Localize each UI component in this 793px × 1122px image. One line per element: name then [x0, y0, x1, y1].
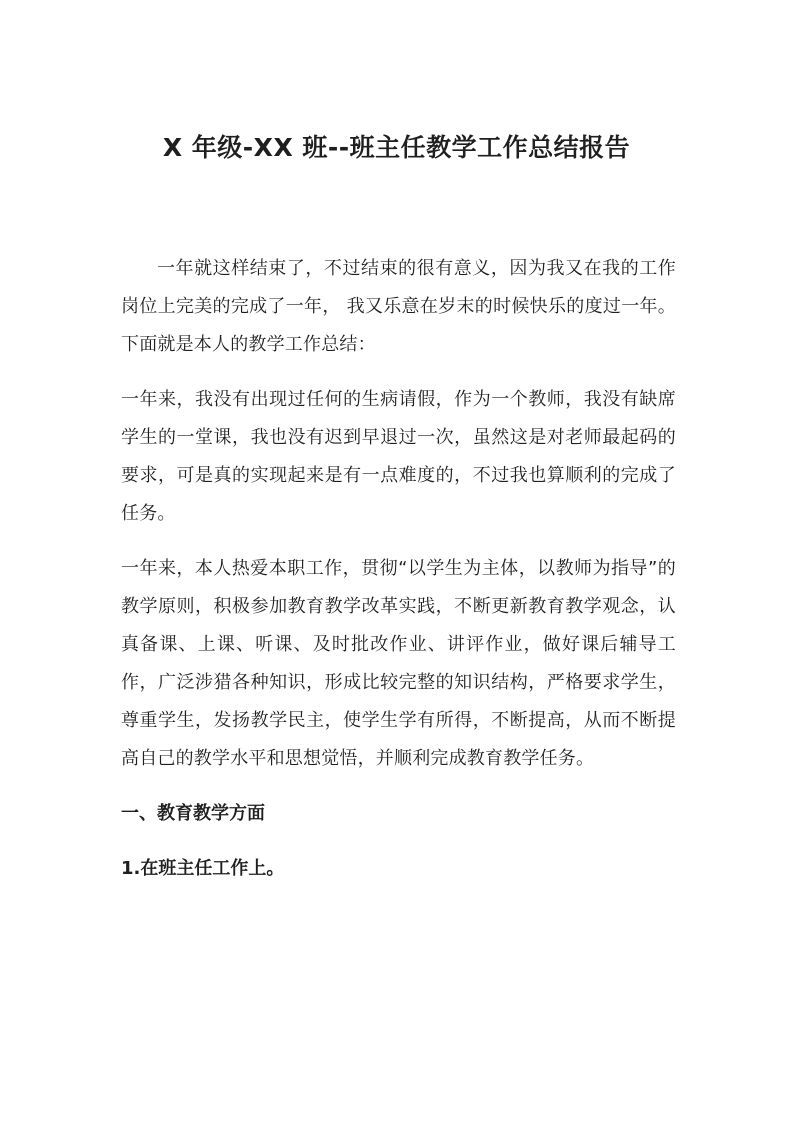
- teaching-principles-paragraph: 一年来，本人热爱本职工作，贯彻“以学生为主体，以教师为指导”的教学原则，积极参加教育教学改革实践，不断更新教育教学观念，认真备课、上课、听课、及时批改作业、讲评作业，做好课后辅导工作，广泛涉猎各种知识，形成比较完整的知识结构，严格要求学生，尊重学生，发扬教学民主，使学生学有所得，不断提高，从而不断提高自己的教学水平和思想觉悟，并顺利完成教育教学任务。: [121, 558, 676, 769]
- subsection-heading: 1.在班主任工作上。: [121, 858, 285, 879]
- attendance-paragraph: 一年来，我没有出现过任何的生病请假，作为一个教师，我没有缺席学生的一堂课，我也没有迟到早退过一次，虽然这是对老师最起码的要求，可是真的实现起来是有一点难度的，不过我也算顺利的完成了任务。: [121, 389, 676, 524]
- intro-paragraph: 一年就这样结束了，不过结束的很有意义，因为我又在我的工作岗位上完美的完成了一年， 我又乐意在岁末的时候快乐的度过一年。下面就是本人的教学工作总结：: [121, 258, 676, 355]
- document-body: [121, 250, 676, 888]
- section-heading: 一、教育教学方面: [121, 803, 265, 824]
- document-title: X 年级-XX 班--班主任教学工作总结报告: [162, 133, 631, 162]
